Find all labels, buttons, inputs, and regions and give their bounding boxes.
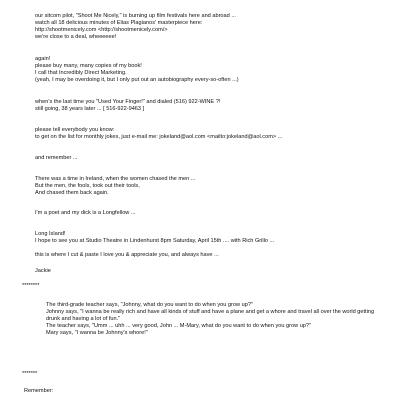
intro-line: we're close to a deal, wheeeeee! [35,34,117,41]
long-island-line: Long Island! [35,231,66,237]
signature: Jackie [35,268,51,274]
joke-line: The teacher says, "Umm ... uhh ... very good, John ... M-Mary, what do you want to do when you grow up?" [46,323,312,330]
long-island-line: I hope to see you at Studio Theatre in Lindenhurst 8pm Saturday, April 15th .... with Rich Grillo ... [35,238,275,245]
poem-line: But the men, the fools, took out their tools, [35,183,140,190]
poem-line: And chased them back again. [35,190,109,197]
book-line: please buy many, many copies of my book! [35,63,142,70]
joke-line: The third-grade teacher says, "Johnny, what do you want to do when you grow up?" [46,302,253,308]
joke-line: Mary says, "I wanna be Johnny's whore!" [46,330,148,337]
joke-line [36,309,381,323]
closing-paragraph [35,252,387,259]
phone-line: still going, 38 years later ... [ 516-922-9463 ] [35,106,145,113]
remember-heading [24,388,376,395]
intro-paragraph [35,13,387,41]
phone-paragraph [35,99,387,113]
book-line: again! [35,56,51,62]
book-line: (yeah, I may be overdoing it, but I only put out an autobiography every-so-often ...) [35,77,239,84]
poet-line: I'm a poet and my dick is a Longfellow ... [35,210,136,216]
remember-label: Remember: [24,388,54,394]
joke-paragraph [36,302,381,337]
poet-paragraph [35,210,387,217]
intro-line: our sitcom pilot, "Shoot Me Nicely," is burning up film festivals here and abroad ... [35,13,236,19]
closing-line: this is where I cut & paste I love you & appreciate you, and always have ... [35,252,219,258]
website-link[interactable]: http://shootmenicely.com <http://shootmenicely.com/> [35,27,168,34]
remember-text: and remember ... [35,155,78,161]
section-divider: ******** [22,283,40,289]
email-line: please tell everybody you know: [35,127,115,133]
signature-paragraph [35,268,387,275]
phone-line: when's the last time you "Used Your Finger!" and dialed (516) 922-WINE ?! [35,99,221,105]
ireland-poem [35,176,387,197]
book-line: I call that Incredibly Direct Marketing. [35,70,127,77]
remember-paragraph [35,155,387,162]
book-paragraph [35,56,387,84]
joke-line-text: Johnny says, "I wanna be really rich and have all kinds of stuff and have a plane and get a whore and travel all over the world getting drunk and having a lot of fun." [46,309,375,323]
poem-line: There was a time in Ireland, when the women chased the men ... [35,176,196,182]
long-island-paragraph [35,231,387,245]
section-divider: ******* [22,371,38,377]
email-paragraph [35,127,387,141]
intro-line: watch all 18 delicious minutes of Elias Plagianos' masterpiece here: [35,20,203,27]
email-link-line[interactable]: to get on the list for monthly jokes, just e-mail me: jokeland@aol.com <mailto:jokeland@aol.com> ... [35,134,283,141]
